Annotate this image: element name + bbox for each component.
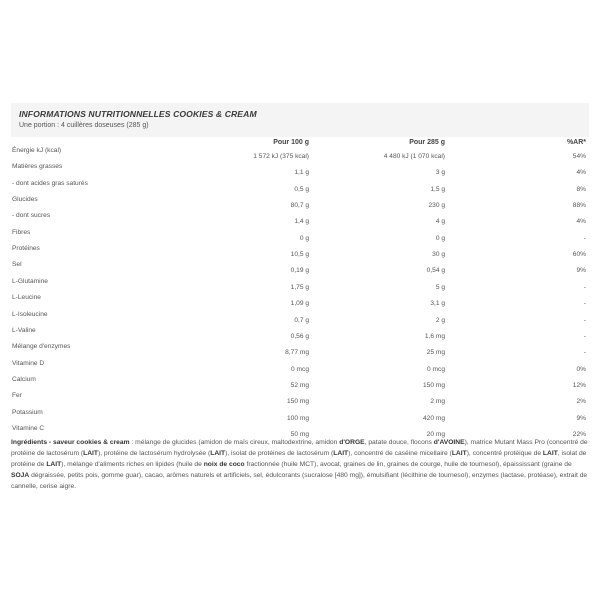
nutrient-name: L-Leucine xyxy=(12,294,41,302)
nutrient-name: Énergie kJ (kcal) xyxy=(12,147,62,154)
ingredient-text: ), isolat de protéines de lactosérum ( xyxy=(225,450,334,457)
value-per-serving: 230 g xyxy=(428,202,445,210)
value-per-100g: 100 mg xyxy=(287,414,309,422)
nutrient-name: L-Valine xyxy=(12,326,36,334)
nutrient-name: - dont sucres xyxy=(12,212,51,220)
table-row xyxy=(11,163,589,179)
reference-intake-percent: 88% xyxy=(572,202,586,210)
table-row xyxy=(11,392,589,408)
ingredients-paragraph xyxy=(11,437,589,492)
reference-intake-percent: 60% xyxy=(572,251,586,259)
table-row xyxy=(11,278,589,294)
table-row xyxy=(11,147,589,163)
nutrient-name: Fer xyxy=(12,392,22,400)
value-per-serving: 3,1 g xyxy=(430,300,445,308)
nutrient-name: Sel xyxy=(12,261,22,269)
ingredient-highlight: noix de coco xyxy=(203,461,245,468)
ingredient-highlight: LAIT xyxy=(333,450,349,457)
nutrient-name: Calcium xyxy=(12,375,36,383)
nutrient-name: Protéines xyxy=(12,245,40,253)
nutrient-name: Vitamine C xyxy=(12,424,45,432)
value-per-serving: 30 g xyxy=(432,251,445,259)
ingredient-highlight: LAIT xyxy=(542,450,558,457)
column-header-reference-intake: %AR* xyxy=(566,139,586,146)
ingredient-text: : mélange de glucides (amidon de maïs cireux, maltodextrine, amidon xyxy=(129,439,340,446)
value-per-serving: 1,5 g xyxy=(430,185,445,193)
value-per-serving: 5 g xyxy=(435,283,445,291)
value-per-serving: 2 g xyxy=(435,316,445,324)
value-per-100g: 0 mcg xyxy=(291,365,309,373)
value-per-serving: 3 g xyxy=(435,169,445,177)
value-per-100g: 52 mg xyxy=(290,381,309,389)
table-row xyxy=(11,245,589,261)
ingredient-text: ), protéine de lactosérum hydrolysée ( xyxy=(97,450,211,457)
reference-intake-percent: - xyxy=(583,234,586,242)
table-row xyxy=(11,180,589,196)
value-per-100g: 1,4 g xyxy=(294,218,309,226)
nutrient-name: Mélange d'enzymes xyxy=(12,343,71,351)
ingredient-highlight: LAIT xyxy=(210,450,226,457)
reference-intake-percent: 22% xyxy=(572,430,586,438)
nutrient-name: Glucides xyxy=(12,196,38,204)
ingredient-text: fractionnée (huile MCT), avocat, graines de lin, graines de courge, huile de tournesol), épaississant (graine de xyxy=(244,461,572,468)
table-row xyxy=(11,212,589,228)
reference-intake-percent: - xyxy=(583,283,586,291)
value-per-100g: 1,09 g xyxy=(290,300,309,308)
value-per-serving: 150 mg xyxy=(423,381,445,389)
reference-intake-percent: 0% xyxy=(576,365,586,373)
column-header-per-100g: Pour 100 g xyxy=(273,139,309,146)
value-per-100g: 0,5 g xyxy=(294,185,309,193)
reference-intake-percent: 4% xyxy=(576,218,586,226)
table-row xyxy=(11,409,589,425)
nutrient-name: Potassium xyxy=(12,408,43,416)
table-row xyxy=(11,343,589,359)
value-per-serving: 4 g xyxy=(435,218,445,226)
nutrient-name: L-Glutamine xyxy=(12,277,48,285)
ingredient-highlight: LAIT xyxy=(83,450,98,457)
reference-intake-percent: - xyxy=(583,349,586,357)
value-per-100g: 1 572 kJ (375 kcal) xyxy=(253,153,309,160)
value-per-100g: 1,1 g xyxy=(294,169,309,177)
ingredient-text: ), concentré de caséine micellaire ( xyxy=(348,450,452,457)
table-row xyxy=(11,376,589,392)
nutrient-name: Matières grasses xyxy=(12,163,63,171)
nutrition-header xyxy=(11,103,589,137)
reference-intake-percent: 9% xyxy=(576,267,586,275)
value-per-serving: 4 480 kJ (1 070 kcal) xyxy=(383,153,445,160)
ingredient-highlight: LAIT xyxy=(451,450,467,457)
table-row xyxy=(11,196,589,212)
value-per-serving: 20 mg xyxy=(426,430,445,438)
table-row xyxy=(11,229,589,245)
nutrient-name: Vitamine D xyxy=(12,359,45,367)
value-per-100g: 0 g xyxy=(299,234,309,242)
value-per-serving: 0 g xyxy=(435,234,445,242)
ingredient-highlight: LAIT xyxy=(46,461,62,468)
table-row xyxy=(11,261,589,277)
ingredient-highlight: SOJA xyxy=(11,472,30,479)
ingredient-text: ), concentré protéique de xyxy=(466,450,543,457)
ingredient-highlight: Ingrédients - saveur cookies & cream xyxy=(11,439,130,446)
value-per-serving: 2 mg xyxy=(430,398,445,406)
ingredient-text: ), mélange d'aliments riches en lipides (huile de xyxy=(61,461,204,468)
ingredient-highlight: d'ORGE xyxy=(339,439,365,446)
nutrient-name: - dont acides gras saturés xyxy=(12,179,88,187)
reference-intake-percent: 12% xyxy=(572,381,586,389)
nutrition-title: INFORMATIONS NUTRITIONNELLES COOKIES & CREAM xyxy=(19,109,257,119)
ingredient-highlight: d'AVOINE xyxy=(433,439,465,446)
value-per-serving: 420 mg xyxy=(423,414,445,422)
table-row xyxy=(11,311,589,327)
value-per-100g: 50 mg xyxy=(290,430,309,438)
nutrient-name: L-Isoleucine xyxy=(12,310,48,318)
nutrient-name: Fibres xyxy=(12,228,31,236)
serving-size-text: Une portion : 4 cuillères doseuses (285 g) xyxy=(19,122,149,129)
table-row xyxy=(11,294,589,310)
ingredient-text: , patate douce, flocons xyxy=(364,439,434,446)
reference-intake-percent: 2% xyxy=(576,398,586,406)
reference-intake-percent: 8% xyxy=(576,185,586,193)
value-per-serving: 0 mcg xyxy=(427,365,445,373)
value-per-serving: 0,54 g xyxy=(426,267,445,275)
reference-intake-percent: - xyxy=(583,316,586,324)
column-header-per-serving: Pour 285 g xyxy=(409,139,445,146)
reference-intake-percent: 9% xyxy=(576,414,586,422)
reference-intake-percent: - xyxy=(583,300,586,308)
value-per-100g: 0,19 g xyxy=(290,267,309,275)
reference-intake-percent: 54% xyxy=(572,153,586,160)
value-per-100g: 1,75 g xyxy=(290,283,309,291)
reference-intake-percent: - xyxy=(583,332,586,340)
ingredient-text: ), matrice Mutant Mass Pro (concentré de protéine de lactosérum ( xyxy=(11,439,588,457)
ingredient-text: , isolat de protéine de xyxy=(11,450,587,468)
value-per-100g: 0,7 g xyxy=(294,316,309,324)
table-row xyxy=(11,360,589,376)
value-per-100g: 10,5 g xyxy=(290,251,309,259)
value-per-100g: 150 mg xyxy=(287,398,309,406)
value-per-serving: 25 mg xyxy=(426,349,445,357)
value-per-100g: 0,56 g xyxy=(290,332,309,340)
value-per-100g: 80,7 g xyxy=(290,202,309,210)
value-per-100g: 8,77 mg xyxy=(285,349,309,357)
value-per-serving: 1,6 mg xyxy=(424,332,445,340)
table-row xyxy=(11,327,589,343)
ingredient-text: dégraissée, petits pois, gomme guar), cacao, arômes naturels et artificiels, sel, édulcorants (sucralose [480 mg]), émulsifiant (lécithine de tournesol), enzymes (lactase, protéase), extrait de cannelle, cerise aigre. xyxy=(11,472,588,490)
reference-intake-percent: 4% xyxy=(576,169,586,177)
